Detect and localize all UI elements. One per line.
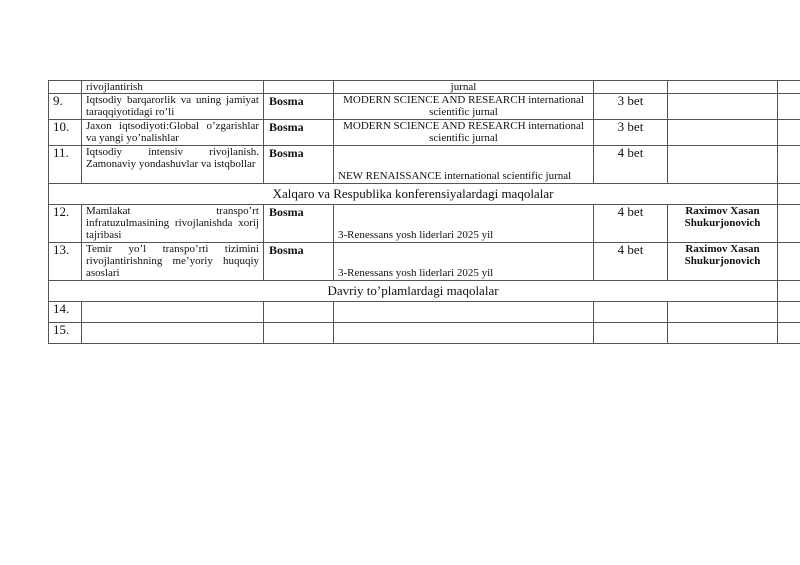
publications-table	[48, 80, 800, 344]
article-title: Mamlakat transpo’rt infratuzulmasining rivojlanishda xorij tajribasi	[82, 205, 264, 243]
author	[668, 323, 778, 344]
row-number: 12.	[49, 205, 82, 243]
page-count: 3 bet	[594, 94, 668, 120]
article-title: Iqtsodiy barqarorlik va uning jamiyat taraqqiyotidagi ro’li	[82, 94, 264, 120]
section-row	[49, 281, 800, 302]
conference-name: 3-Renessans yosh liderlari 2025 yil	[334, 243, 594, 281]
extra-cell	[778, 323, 800, 344]
row-number: 15.	[49, 323, 82, 344]
journal-name	[334, 302, 594, 323]
extra-cell	[778, 205, 800, 243]
journal-name: NEW RENAISSANCE international scientific jurnal	[334, 146, 594, 184]
publication-kind: Bosma	[264, 146, 334, 184]
publication-kind	[264, 323, 334, 344]
journal-name	[334, 323, 594, 344]
section-heading-conferences: Xalqaro va Respublika konferensiyalardagi maqolalar	[49, 184, 778, 205]
extra-cell	[778, 120, 800, 146]
author	[668, 120, 778, 146]
page-count	[594, 302, 668, 323]
author	[668, 146, 778, 184]
article-title	[82, 323, 264, 344]
row-number: 9.	[49, 94, 82, 120]
article-title: rivojlantirish	[82, 81, 264, 94]
extra-cell	[778, 302, 800, 323]
article-title	[82, 302, 264, 323]
row-number: 10.	[49, 120, 82, 146]
page-count	[594, 81, 668, 94]
table-row	[49, 323, 800, 344]
table-row	[49, 120, 800, 146]
page-count: 4 bet	[594, 205, 668, 243]
section-row	[49, 184, 800, 205]
table-row	[49, 146, 800, 184]
row-number: 11.	[49, 146, 82, 184]
journal-name: MODERN SCIENCE AND RESEARCH international scientific jurnal	[334, 94, 594, 120]
page-count: 4 bet	[594, 243, 668, 281]
author	[668, 81, 778, 94]
author: Raximov Xasan Shukurjonovich	[668, 205, 778, 243]
row-number	[49, 81, 82, 94]
table-row	[49, 205, 800, 243]
page-count	[594, 323, 668, 344]
page-count: 4 bet	[594, 146, 668, 184]
section-heading-periodicals: Davriy to’plamlardagi maqolalar	[49, 281, 778, 302]
publication-kind	[264, 302, 334, 323]
table-row	[49, 94, 800, 120]
extra-cell	[778, 243, 800, 281]
conference-name: 3-Renessans yosh liderlari 2025 yil	[334, 205, 594, 243]
table-row	[49, 302, 800, 323]
extra-cell	[778, 184, 800, 205]
publication-kind: Bosma	[264, 120, 334, 146]
author	[668, 94, 778, 120]
page-count: 3 bet	[594, 120, 668, 146]
publication-kind: Bosma	[264, 205, 334, 243]
extra-cell	[778, 146, 800, 184]
journal-name: MODERN SCIENCE AND RESEARCH international scientific jurnal	[334, 120, 594, 146]
publication-kind	[264, 81, 334, 94]
publication-kind: Bosma	[264, 243, 334, 281]
article-title: Iqtsodiy intensiv rivojlanish. Zamonaviy yondashuvlar va istqbollar	[82, 146, 264, 184]
article-title: Temir yo’l transpo’rti tizimini rivojlantirishning me’yoriy huquqiy asoslari	[82, 243, 264, 281]
extra-cell	[778, 281, 800, 302]
journal-name: jurnal	[334, 81, 594, 94]
row-number: 14.	[49, 302, 82, 323]
extra-cell	[778, 94, 800, 120]
article-title: Jaxon iqtsodiyoti:Global o’zgarishlar va yangi yo’nalishlar	[82, 120, 264, 146]
author	[668, 302, 778, 323]
table-row	[49, 243, 800, 281]
extra-cell	[778, 81, 800, 94]
row-number: 13.	[49, 243, 82, 281]
author: Raximov Xasan Shukurjonovich	[668, 243, 778, 281]
table-row	[49, 81, 800, 94]
publication-kind: Bosma	[264, 94, 334, 120]
